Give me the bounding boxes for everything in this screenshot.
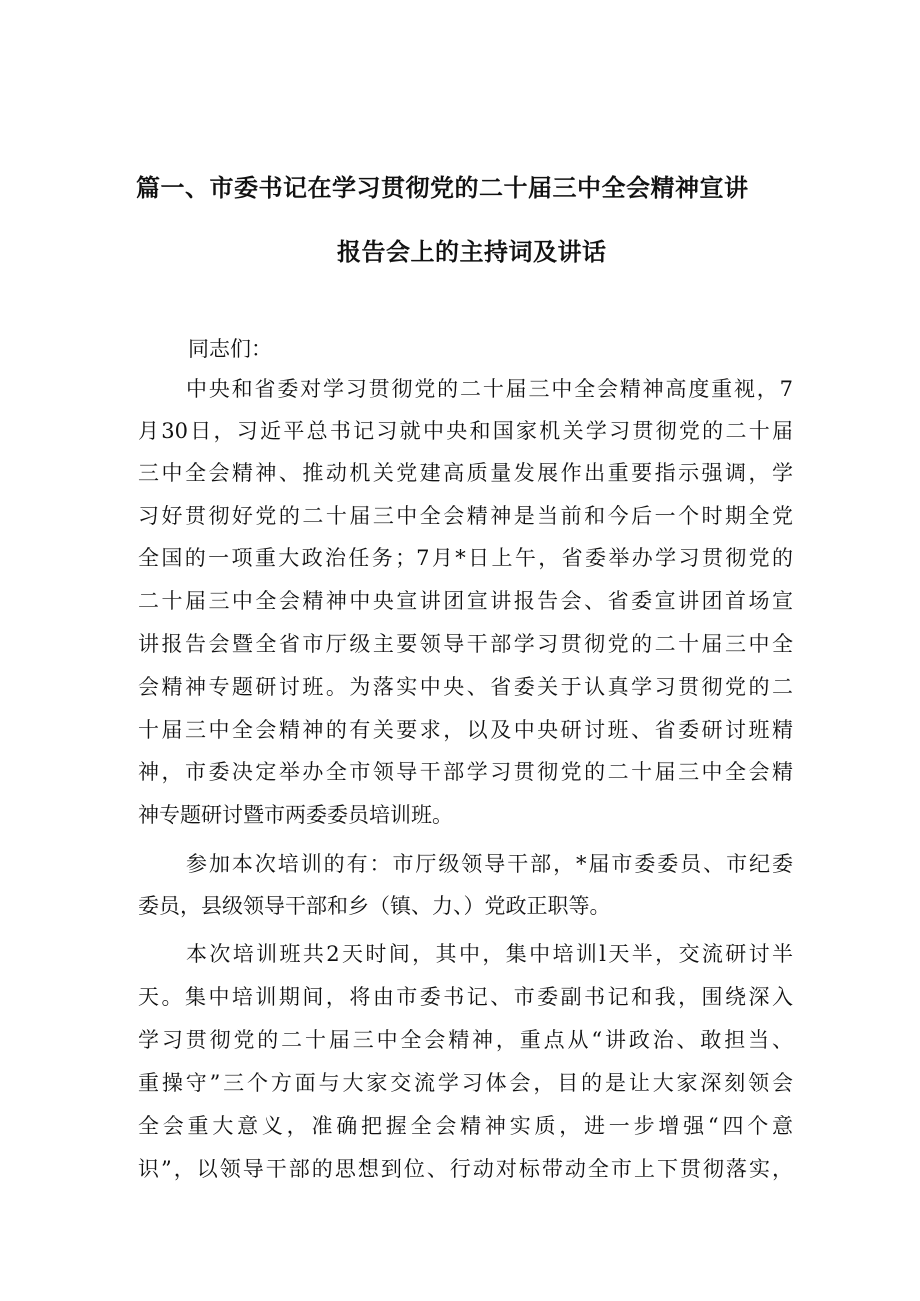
salutation: 同志们：: [188, 337, 272, 361]
paragraph-line: 会精神专题研讨班。为落实中央、省委关于认真学习贯彻党的二: [138, 675, 793, 699]
paragraph-line: 参加本次培训的有：市厅级领导干部，*届市委委员、市纪委: [186, 852, 793, 876]
paragraph-line: 讲报告会暨全省市厅级主要领导干部学习贯彻党的二十届三中全: [138, 632, 793, 656]
document-title-line-1: 篇一、市委书记在学习贯彻党的二十届三中全会精神宣讲: [136, 174, 749, 202]
paragraph-line: 神专题研讨暨市两委委员培训班。: [138, 803, 453, 827]
document-title-line-2: 报告会上的主持词及讲话: [337, 238, 607, 266]
paragraph-line: 学习贯彻党的二十届三中全会精神，重点从“讲政治、敢担当、: [138, 1028, 793, 1052]
paragraph-line: 习好贯彻好党的二十届三中全会精神是当前和今后一个时期全党: [138, 504, 793, 528]
paragraph-line: 中央和省委对学习贯彻党的二十届三中全会精神高度重视，7: [186, 377, 793, 401]
paragraph-line: 神，市委决定举办全市领导干部学习贯彻党的二十届三中全会精: [138, 760, 793, 784]
paragraph-line: 月30日，习近平总书记习就中央和国家机关学习贯彻党的二十届: [138, 419, 793, 443]
paragraph-line: 十届三中全会精神的有关要求，以及中央研讨班、省委研讨班精: [138, 718, 793, 742]
paragraph-line: 本次培训班共2天时间，其中，集中培训l天半，交流研讨半: [186, 942, 793, 966]
paragraph-line: 三中全会精神、推动机关党建高质量发展作出重要指示强调，学: [138, 461, 793, 485]
paragraph-line: 委员，县级领导干部和乡（镇、力、）党政正职等。: [138, 894, 611, 918]
paragraph-line: 全会重大意义，准确把握全会精神实质，进一步增强“四个意: [138, 1114, 793, 1138]
paragraph-line: 全国的一项重大政治任务；7月*日上午，省委举办学习贯彻党的: [138, 546, 793, 570]
paragraph-line: 重操守”三个方面与大家交流学习体会，目的是让大家深刻领会: [138, 1071, 793, 1095]
paragraph-line: 识”，以领导干部的思想到位、行动对标带动全市上下贯彻落实，: [138, 1157, 793, 1181]
paragraph-line: 二十届三中全会精神中央宣讲团宣讲报告会、省委宣讲团首场宣: [138, 589, 793, 613]
paragraph-line: 天。集中培训期间，将由市委书记、市委副书记和我，围绕深入: [138, 985, 793, 1009]
